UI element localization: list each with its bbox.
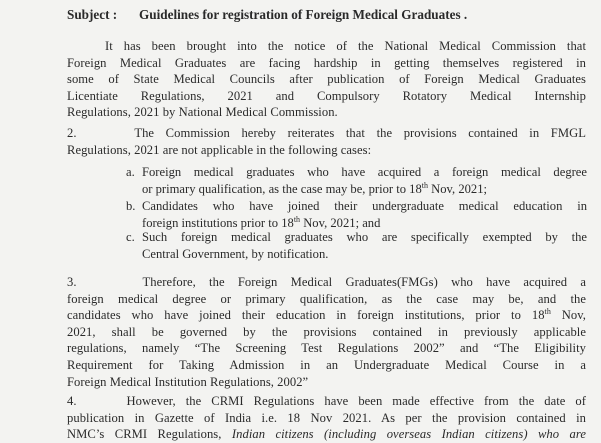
- paragraph-1-line: Regulations, 2021 by National Medical Commission.: [67, 105, 338, 120]
- paragraph-2: [67, 125, 586, 158]
- subject-label: Subject :: [67, 7, 118, 22]
- paragraph-3-line: Foreign Medical Institution Regulations, 2002”: [67, 374, 309, 389]
- list-item-b: [126, 198, 587, 231]
- paragraph-3-line: 3. Therefore, the Foreign Medical Graduates(FMGs) who have acquired a: [67, 275, 586, 289]
- ordinal-suffix: th: [293, 214, 301, 224]
- list-item-line: Such foreign medical graduates who are specifically exempted by the: [142, 230, 587, 244]
- paragraph-3-line: regulations, namely “The Screening Test Regulations 2002” and “The Eligibility: [67, 341, 586, 356]
- list-item-line: or primary qualification, as the case may be, prior to 18th Nov, 2021;: [142, 180, 488, 196]
- list-marker: c.: [126, 230, 135, 244]
- paragraph-3-line: candidates who have joined their education in foreign institutions, prior to 18th Nov,: [67, 307, 586, 323]
- paragraph-1: [67, 38, 586, 121]
- paragraph-4-line: publication in Gazette of India i.e. 18 Nov 2021. As per the provision contained in: [67, 410, 586, 425]
- paragraph-2-line: 2. The Commission hereby reiterates that the provisions contained in FMGL: [67, 126, 586, 140]
- paragraph-1-line: Foreign Medical Graduates are facing hardship in getting themselves registered in: [67, 55, 586, 70]
- list-item-line: foreign institutions prior to 18th Nov, 2021; and: [142, 214, 381, 230]
- paragraph-1-line: Licentiate Regulations, 2021 and Compulsory Rotatory Medical Internship: [67, 88, 586, 103]
- paragraph-4: [67, 393, 586, 443]
- list-item-line: Candidates who have joined their undergraduate medical education in: [142, 199, 587, 213]
- list-item-line: Central Government, by notification.: [142, 246, 329, 261]
- list-marker: b.: [126, 199, 136, 213]
- list-item-line: Foreign medical graduates who have acquired a foreign medical degree: [142, 165, 587, 179]
- paragraph-3-line: foreign medical degree or primary qualification, as the case may be, and the: [67, 291, 586, 306]
- paragraph-4-line: 4. However, the CRMI Regulations have been made effective from the date of: [67, 394, 586, 408]
- subject-text: Guidelines for registration of Foreign Medical Graduates .: [139, 7, 468, 22]
- paragraph-2-line: Regulations, 2021 are not applicable in the following cases:: [67, 142, 372, 157]
- paragraph-1-line: It has been brought into the notice of the National Medical Commission that: [105, 39, 586, 53]
- list-marker: a.: [126, 165, 135, 179]
- list-item-c: [126, 229, 587, 262]
- paragraph-3-line: Requirement for Taking Admission in an Undergraduate Medical Course in a: [67, 357, 586, 372]
- paragraph-3-line: 2021, shall be governed by the provisions contained in previously applicable: [67, 324, 586, 339]
- paragraph-4-line: NMC’s CRMI Regulations, Indian citizens (including overseas Indian citizens) who are: [67, 427, 587, 442]
- italic-text: Indian citizens (including overseas Indian citizens) who are: [231, 427, 587, 442]
- list-item-a: [126, 164, 587, 197]
- paragraph-3: [67, 274, 586, 390]
- ordinal-suffix: th: [544, 307, 551, 316]
- subject-line: [67, 7, 587, 23]
- paragraph-1-line: some of State Medical Councils after publication of Foreign Medical Graduates: [67, 72, 586, 87]
- ordinal-suffix: th: [421, 180, 429, 190]
